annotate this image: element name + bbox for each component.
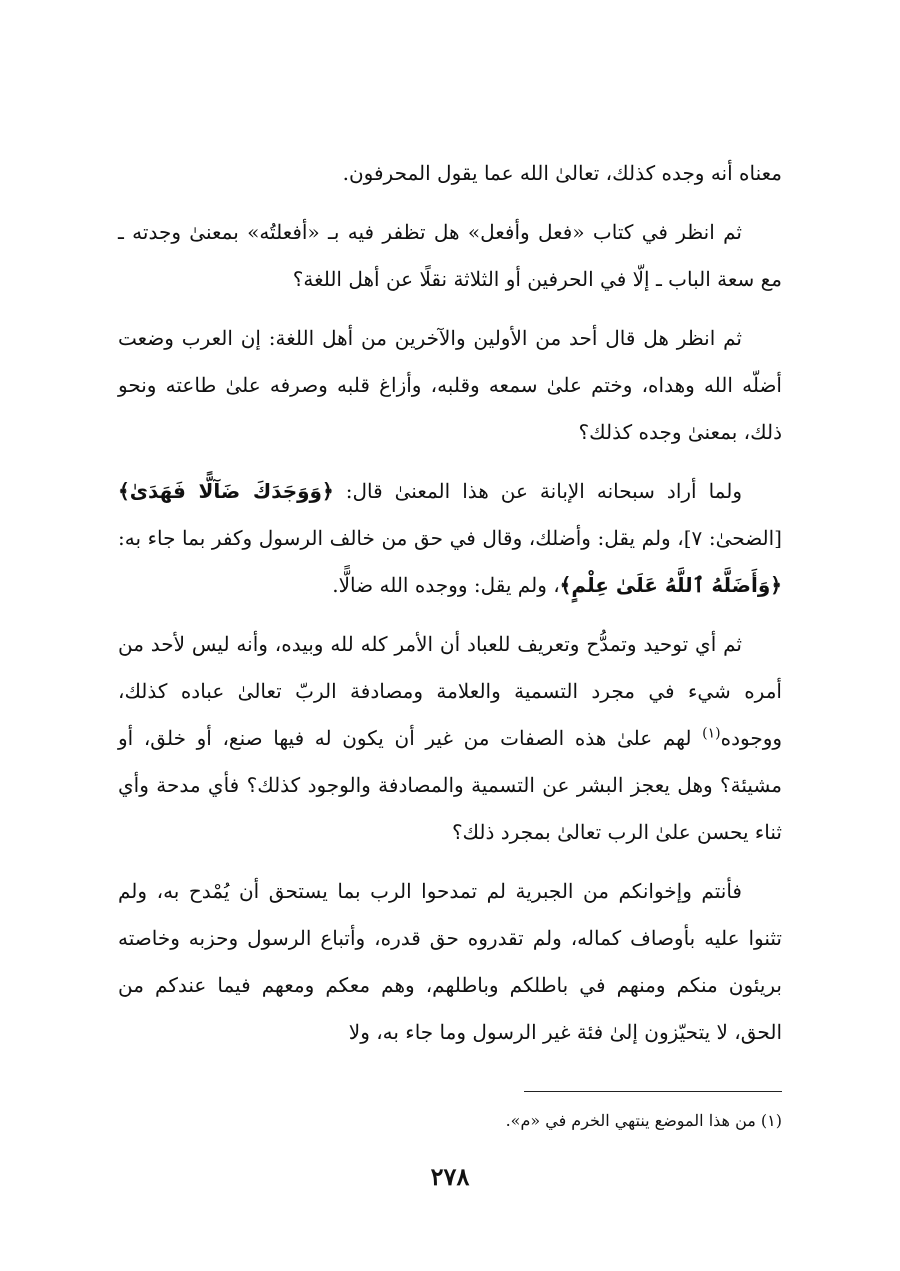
- paragraph-4-text-c: ، ولم يقل: ووجده الله ضالًّا.: [332, 573, 560, 597]
- paragraph-4-text-a: ولما أراد سبحانه الإبانة عن هذا المعنىٰ قال:: [333, 479, 742, 503]
- quran-verse-1: ﴿وَوَجَدَكَ ضَآلًّا فَهَدَىٰ﴾: [118, 479, 334, 503]
- footnote: (١) من هذا الموضع ينتهي الخرم في «م».: [505, 1111, 782, 1130]
- paragraph-2: ثم انظر في كتاب «فعل وأفعل» هل تظفر فيه بـ «أفعلتُه» بمعنىٰ وجدته ـ مع سعة الباب ـ إلّا في الحرفين أو الثلاثة نقلًا عن أهل اللغة؟: [118, 220, 782, 291]
- paragraph-3: ثم انظر هل قال أحد من الأولين والآخرين من أهل اللغة: إن العرب وضعت أضلّه الله وهداه، وختم علىٰ سمعه وقلبه، وأزاغ قلبه وصرفه علىٰ طاعته ونحو ذلك، بمعنىٰ وجده كذلك؟: [118, 326, 782, 444]
- paragraph-5: [118, 621, 782, 856]
- paragraph-5-text-b: لهم علىٰ هذه الصفات من غير أن يكون له فيها صنع، أو خلق، أو مشيئة؟ وهل يعجز البشر عن التسمية والمصادفة والوجود كذلك؟ فأي مدحة وأي ثناء يحسن علىٰ الرب تعالىٰ بمجرد ذلك؟: [118, 726, 782, 844]
- footnote-divider: [524, 1091, 782, 1092]
- quran-verse-2: ﴿وَأَضَلَّهُ ٱللَّهُ عَلَىٰ عِلْمٍ﴾: [559, 573, 782, 597]
- paragraph-6: فأنتم وإخوانكم من الجبرية لم تمدحوا الرب بما يستحق أن يُمْدح به، ولم تثنوا عليه بأوصاف كماله، ولم تقدروه حق قدره، وأتباع الرسول وحزبه وخاصته بريئون منكم ومنهم في باطلكم وباطلهم، وهم معكم ومعهم فيما عندكم من الحق، لا يتحيّزون إلىٰ فئة غير الرسول وما جاء به، ولا: [118, 879, 782, 1044]
- footnote-reference: (١): [702, 725, 721, 742]
- page-body: [118, 150, 782, 1068]
- paragraph-4: [118, 468, 782, 609]
- paragraph-4-text-b: [الضحىٰ: ٧]، ولم يقل: وأضلك، وقال في حق من خالف الرسول وكفر بما جاء به:: [118, 526, 782, 550]
- paragraph-1: معناه أنه وجده كذلك، تعالىٰ الله عما يقول المحرفون.: [342, 161, 782, 185]
- page-number: ٢٧٨: [430, 1162, 470, 1191]
- paragraph-5-text-a: ثم أي توحيد وتمدُّح وتعريف للعباد أن الأمر كله لله وبيده، وأنه ليس لأحد من أمره شيء في مجرد التسمية والعلامة ومصادفة الربّ تعالىٰ عباده كذلك، ووجوده: [118, 632, 783, 750]
